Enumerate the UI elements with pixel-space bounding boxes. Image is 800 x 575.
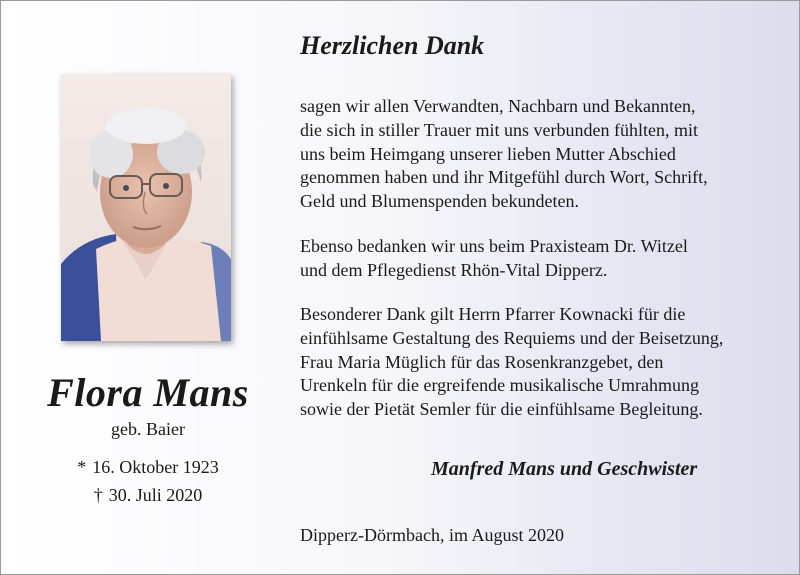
birth-star-icon: * — [77, 457, 87, 477]
family-signature: Manfred Mans und Geschwister — [431, 458, 698, 480]
thanks-paragraph-2: Ebenso bedanken wir uns beim Praxisteam Dr. Witzel und dem Pflegedienst Rhön-Vital Dipperz. — [300, 236, 688, 280]
death-line — [23, 485, 273, 506]
death-date: 30. Juli 2020 — [108, 485, 203, 505]
birth-line — [23, 457, 273, 478]
death-cross-icon: † — [93, 485, 103, 505]
notice-heading: Herzlichen Dank — [300, 31, 485, 60]
place-date: Dipperz-Dörmbach, im August 2020 — [300, 525, 564, 545]
portrait-photo — [61, 74, 231, 341]
deceased-name: Flora Mans — [47, 370, 249, 415]
birth-date: 16. Oktober 1923 — [92, 457, 219, 477]
thanks-paragraph-1: sagen wir allen Verwandten, Nachbarn und Bekannten, die sich in stiller Trauer mit uns verbunden fühlten, mit uns beim Heimgang unserer lieben Mutter Abschied genommen haben und ihr Mitgefühl durch Wort, Schrift, Geld und Blumenspenden bekundeten. — [300, 96, 708, 212]
thanks-paragraph-3: Besonderer Dank gilt Herrn Pfarrer Kownacki für die einfühlsame Gestaltung des Requiems und der Beisetzung, Frau Maria Müglich für das Rosenkranzgebet, den Urenkeln für die ergreifende musikalische Umrahmung sowie der Pietät Semler für die einfühlsame Begleitung. — [300, 304, 724, 420]
maiden-name: geb. Baier — [111, 419, 185, 439]
